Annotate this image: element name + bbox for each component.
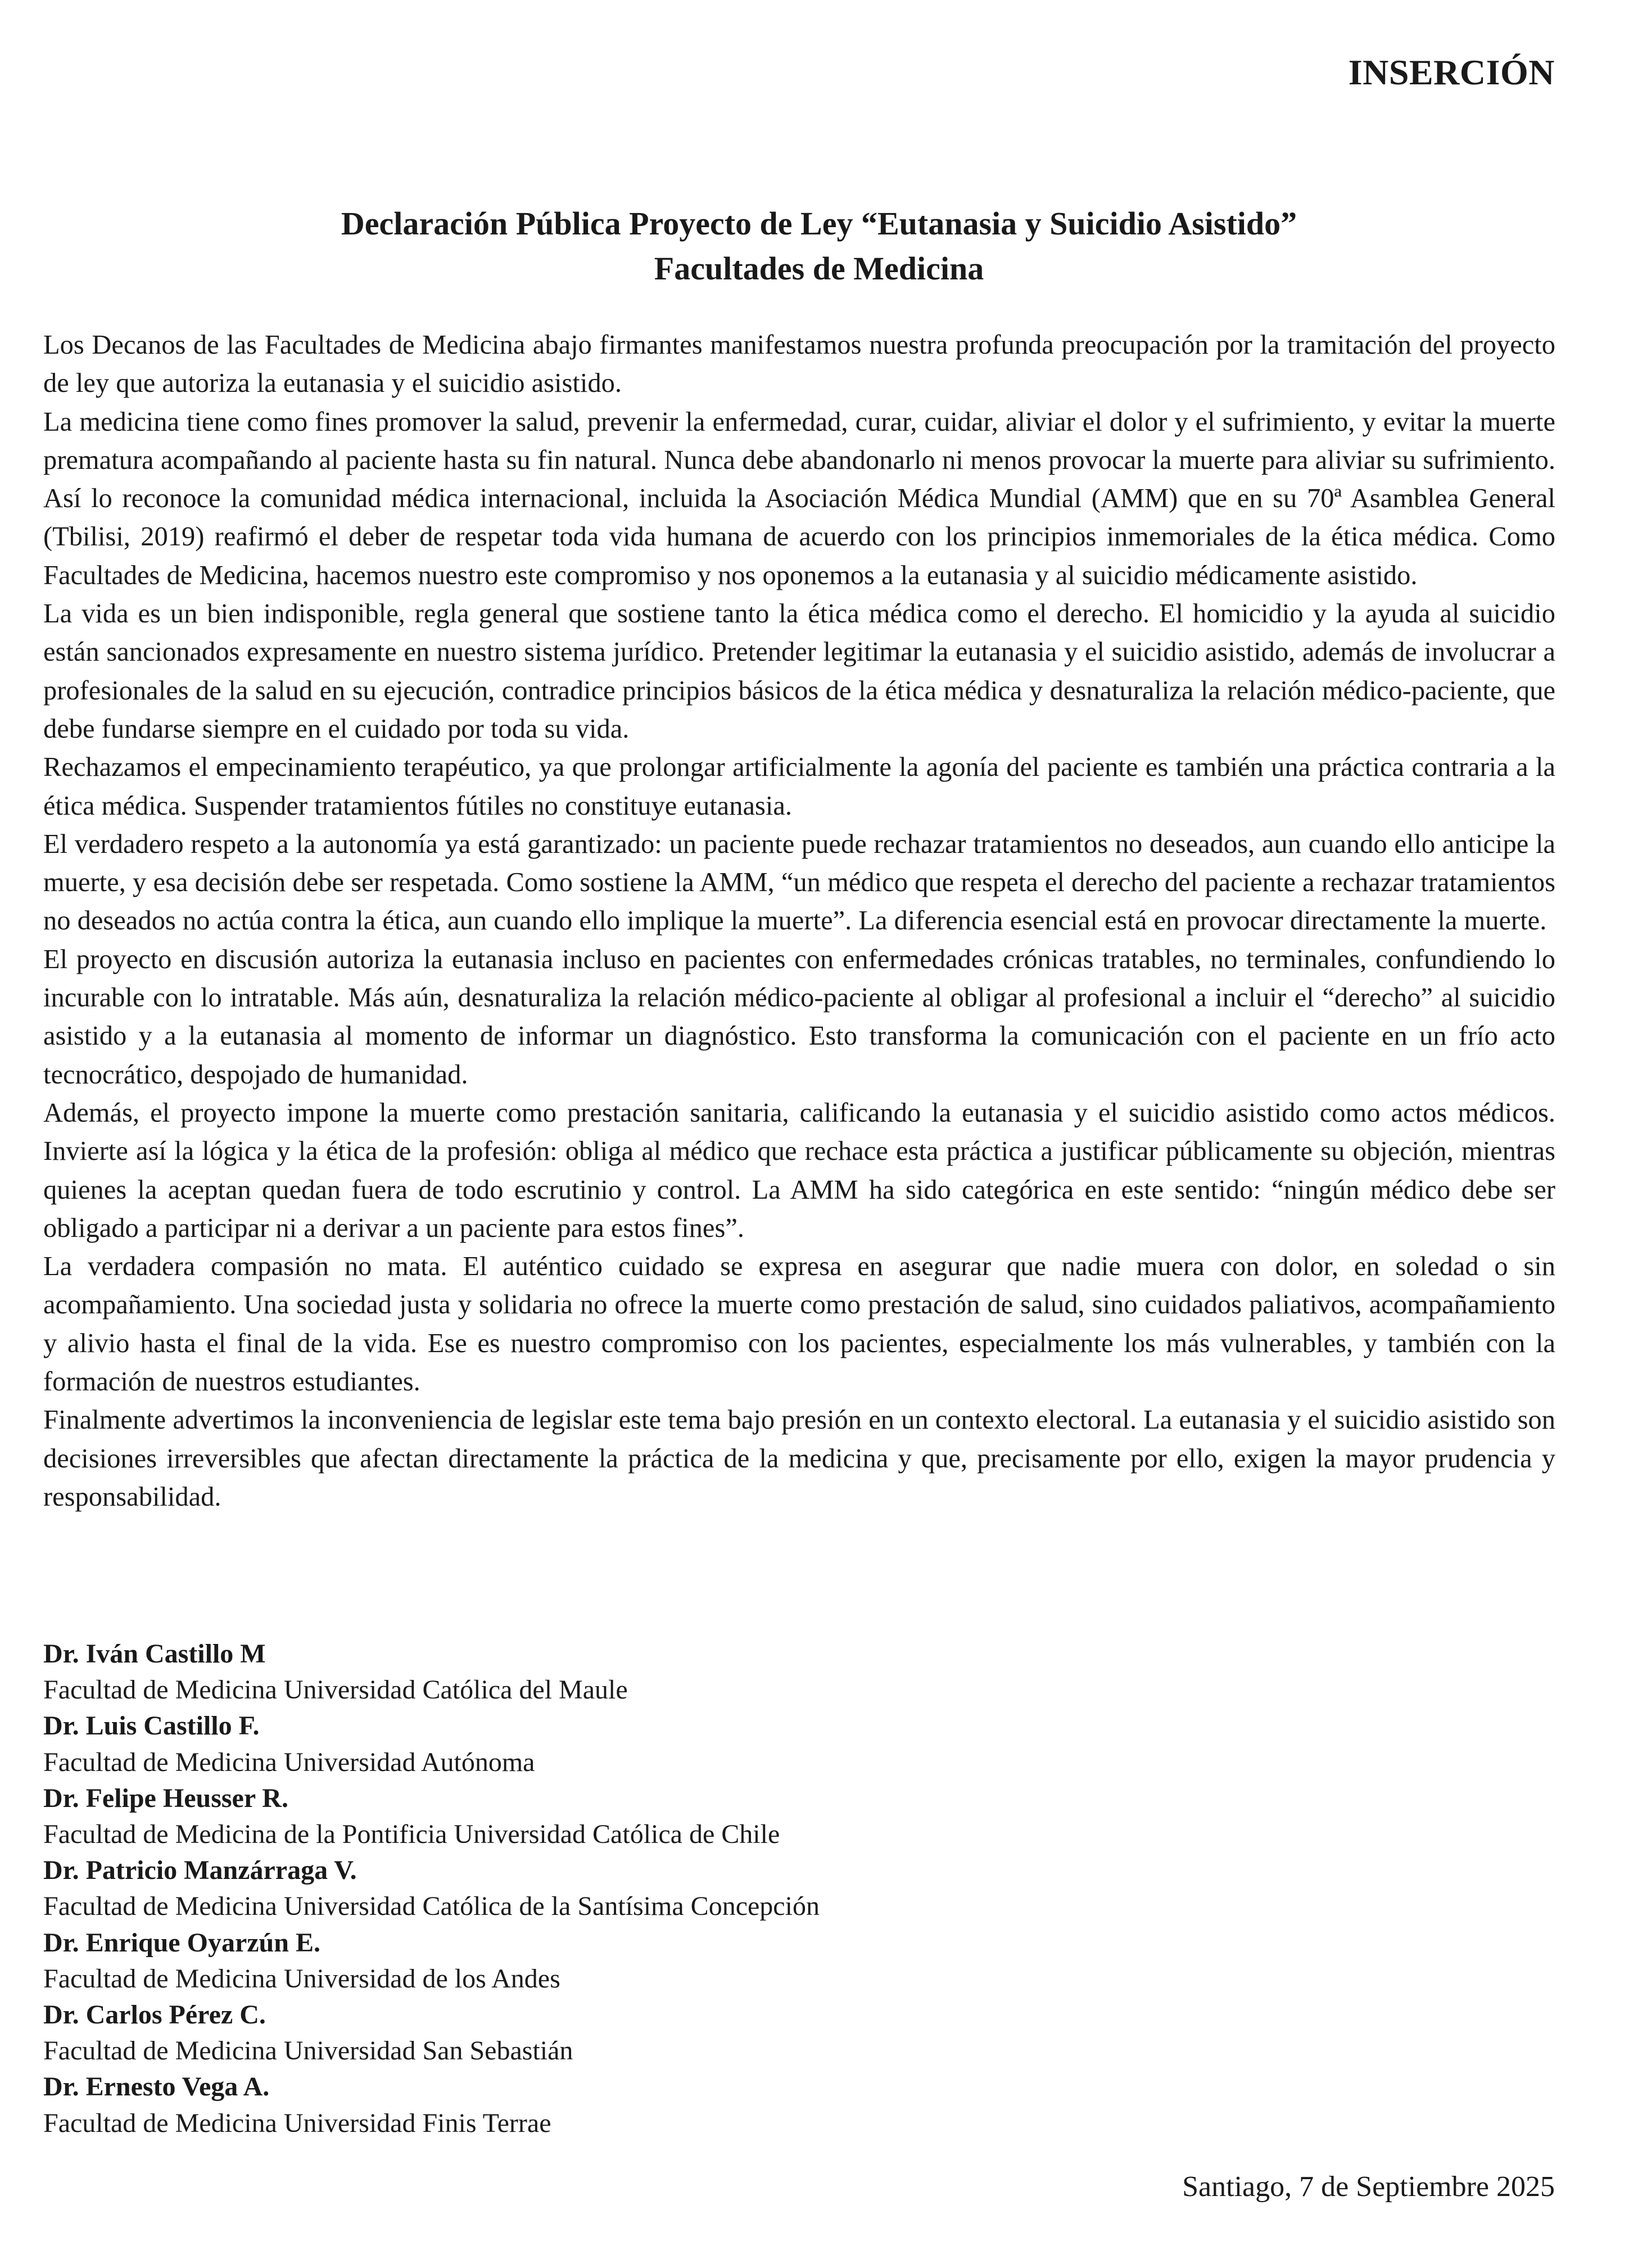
- signatory: [43, 1997, 1505, 2069]
- signatures-list: [43, 1636, 1505, 2142]
- paragraph-5: El verdadero respeto a la autonomía ya está garantizado: un paciente puede rechazar tratamientos no deseados, aun cuando ello anticipe la muerte, y esa decisión debe ser respetada. Como sostiene la AMM, “un médico que respeta el derecho del paciente a rechazar tratamientos no deseados no actúa contra la ética, aun cuando ello implique la muerte”. La diferencia esencial está en provocar directamente la muerte.: [43, 829, 1555, 936]
- title-main: Declaración Pública Proyecto de Ley “Eutanasia y Suicidio Asistido”: [341, 205, 1297, 242]
- signatory: [43, 2069, 1505, 2141]
- signatory: [43, 1853, 1505, 1924]
- insertion-label: INSERCIÓN: [1348, 52, 1555, 92]
- signatory-name: Dr. Ernesto Vega A.: [43, 2072, 270, 2102]
- signatory-name: Dr. Iván Castillo M: [43, 1639, 266, 1669]
- signatory-name: Dr. Enrique Oyarzún E.: [43, 1927, 320, 1958]
- signatory-name: Dr. Luis Castillo F.: [43, 1711, 260, 1741]
- paragraph-6: El proyecto en discusión autoriza la eutanasia incluso en pacientes con enfermedades crónicas tratables, no terminales, confundiendo lo incurable con lo intratable. Más aún, desnaturaliza la relación médico-paciente al obligar al profesional a incluir el “derecho” al suicidio asistido y a la eutanasia al momento de informar un diagnóstico. Esto transforma la comunicación con el paciente en un frío acto tecnocrático, despojado de humanidad.: [43, 944, 1555, 1090]
- paragraph-8: La verdadera compasión no mata. El auténtico cuidado se expresa en asegurar que nadie muera con dolor, en soledad o sin acompañamiento. Una sociedad justa y solidaria no ofrece la muerte como prestación de salud, sino cuidados paliativos, acompañamiento y alivio hasta el final de la vida. Ese es nuestro compromiso con los pacientes, especialmente los más vulnerables, y también con la formación de nuestros estudiantes.: [43, 1252, 1555, 1397]
- signatory-name: Dr. Patricio Manzárraga V.: [43, 1855, 357, 1886]
- signatory-name: Dr. Felipe Heusser R.: [43, 1783, 288, 1813]
- declaration-body: [43, 326, 1555, 1516]
- title-subtitle: Facultades de Medicina: [654, 250, 984, 287]
- signatory: [43, 1708, 1505, 1780]
- signatory: [43, 1781, 1505, 1853]
- paragraph-2: La medicina tiene como fines promover la salud, prevenir la enfermedad, curar, cuidar, aliviar el dolor y el sufrimiento, y evitar la muerte prematura acompañando al paciente hasta su fin natural. Nunca debe abandonarlo ni menos provocar la muerte para aliviar su sufrimiento. Así lo reconoce la comunidad médica internacional, incluida la Asociación Médica Mundial (AMM) que en su 70ª Asamblea General (Tbilisi, 2019) reafirmó el deber de respetar toda vida humana de acuerdo con los principios inmemoriales de la ética médica. Como Facultades de Medicina, hacemos nuestro este compromiso y nos oponemos a la eutanasia y al suicidio médicamente asistido.: [43, 406, 1555, 590]
- paragraph-9: Finalmente advertimos la inconveniencia de legislar este tema bajo presión en un contexto electoral. La eutanasia y el suicidio asistido son decisiones irreversibles que afectan directamente la práctica de la medicina y que, precisamente por ello, exigen la mayor prudencia y responsabilidad.: [43, 1405, 1555, 1512]
- signatory-faculty: Facultad de Medicina Universidad San Sebastián: [43, 2036, 573, 2066]
- paragraph-3: La vida es un bien indisponible, regla general que sostiene tanto la ética médica como el derecho. El homicidio y la ayuda al suicidio están sancionados expresamente en nuestro sistema jurídico. Pretender legitimar la eutanasia y el suicidio asistido, además de involucrar a profesionales de la salud en su ejecución, contradice principios básicos de la ética médica y desnaturaliza la relación médico-paciente, que debe fundarse siempre en el cuidado por toda su vida.: [43, 599, 1555, 744]
- signatory: [43, 1636, 1505, 1708]
- signatory-faculty: Facultad de Medicina Universidad Autónoma: [43, 1747, 535, 1777]
- signatory-faculty: Facultad de Medicina Universidad Católica del Maule: [43, 1675, 628, 1705]
- signatory-faculty: Facultad de Medicina Universidad de los Andes: [43, 1963, 560, 1994]
- signatory-faculty: Facultad de Medicina Universidad Católica de la Santísima Concepción: [43, 1891, 820, 1922]
- paragraph-7: Además, el proyecto impone la muerte como prestación sanitaria, calificando la eutanasia y el suicidio asistido como actos médicos. Invierte así la lógica y la ética de la profesión: obliga al médico que rechace esta práctica a justificar públicamente su objeción, mientras quienes la aceptan quedan fuera de todo escrutinio y control. La AMM ha sido categórica en este sentido: “ningún médico debe ser obligado a participar ni a derivar a un paciente para estos fines”.: [43, 1097, 1555, 1243]
- signatory: [43, 1925, 1505, 1997]
- signatory-faculty: Facultad de Medicina Universidad Finis Terrae: [43, 2108, 551, 2138]
- title-block: [0, 201, 1638, 291]
- date-line: Santiago, 7 de Septiembre 2025: [1182, 2171, 1555, 2203]
- paragraph-4: Rechazamos el empecinamiento terapéutico, ya que prolongar artificialmente la agonía del paciente es también una práctica contraria a la ética médica. Suspender tratamientos fútiles no constituye eutanasia.: [43, 752, 1555, 821]
- paragraph-1: Los Decanos de las Facultades de Medicina abajo firmantes manifestamos nuestra profunda preocupación por la tramitación del proyecto de ley que autoriza la eutanasia y el suicidio asistido.: [43, 330, 1555, 399]
- signatory-name: Dr. Carlos Pérez C.: [43, 2000, 266, 2030]
- signatory-faculty: Facultad de Medicina de la Pontificia Universidad Católica de Chile: [43, 1819, 780, 1850]
